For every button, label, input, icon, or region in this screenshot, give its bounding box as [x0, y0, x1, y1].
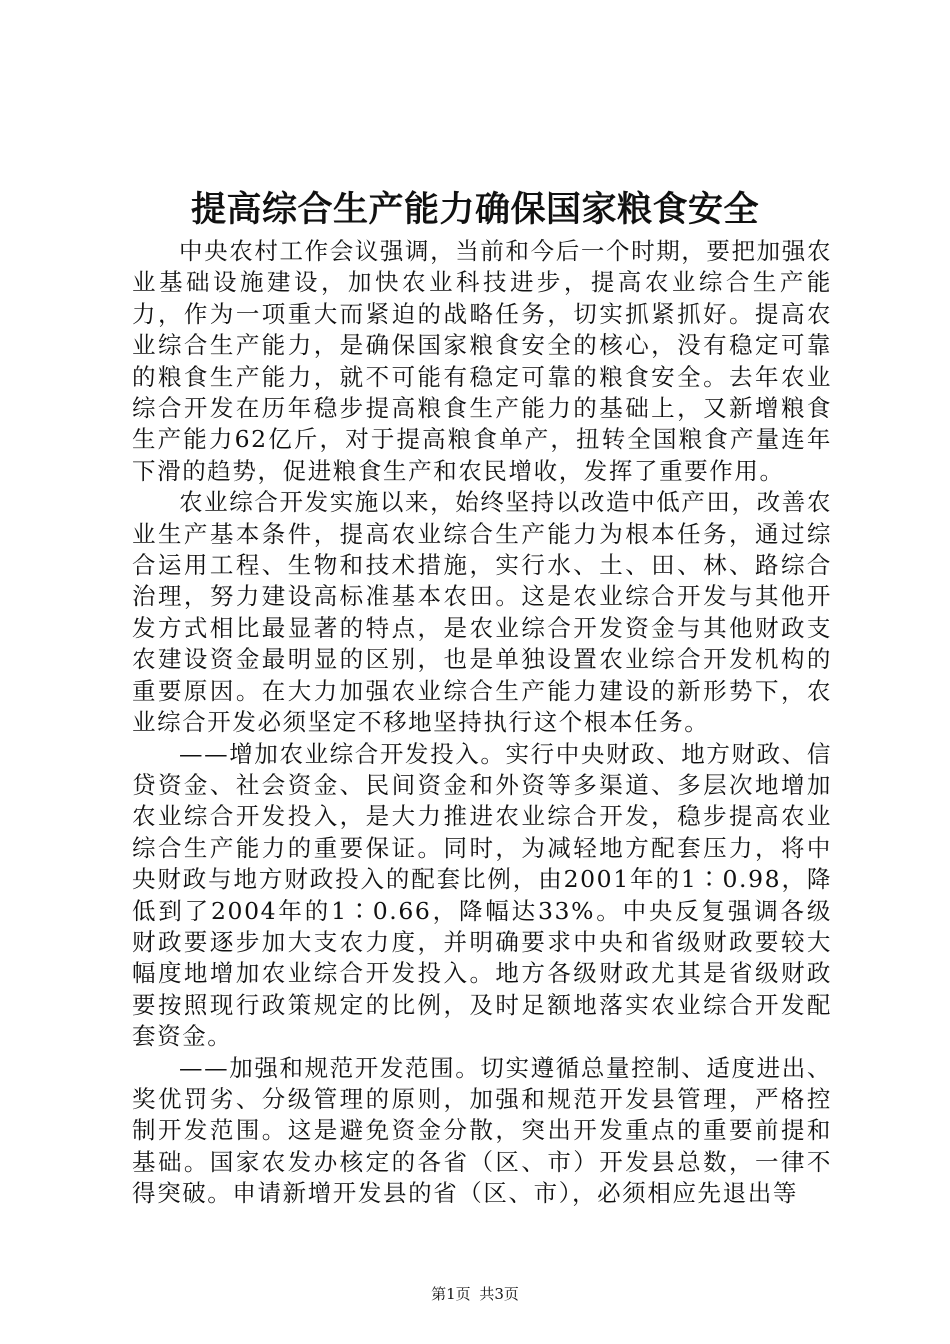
document-title: 提高综合生产能力确保国家粮食安全: [190, 189, 759, 230]
document-body: [132, 236, 832, 1210]
paragraph: 中央农村工作会议强调，当前和今后一个时期，要把加强农业基础设施建设，加快农业科技进步，提高农业综合生产能力，作为一项重大而紧迫的战略任务，切实抓紧抓好。提高农业综合生产能力，是确保国家粮食安全的核心，没有稳定可靠的粮食生产能力，就不可能有稳定可靠的粮食安全。去年农业综合开发在历年稳步提高粮食生产能力的基础上，又新增粮食生产能力62亿斤，对于提高粮食单产，扭转全国粮食产量连年下滑的趋势，促进粮食生产和农民增收，发挥了重要作用。: [132, 237, 832, 485]
page-number: 第1页: [431, 1285, 471, 1303]
page-total: 共3页: [479, 1285, 519, 1303]
paragraph: 农业综合开发实施以来，始终坚持以改造中低产田，改善农业生产基本条件，提高农业综合生产能力为根本任务，通过综合运用工程、生物和技术措施，实行水、土、田、林、路综合治理，努力建设高标准基本农田。这是农业综合开发与其他开发方式相比最显著的特点，是农业综合开发资金与其他财政支农建设资金最明显的区别，也是单独设置农业综合开发机构的重要原因。在大力加强农业综合生产能力建设的新形势下，农业综合开发必须坚定不移地坚持执行这个根本任务。: [132, 488, 832, 737]
paragraph: ——增加农业综合开发投入。实行中央财政、地方财政、信贷资金、社会资金、民间资金和外资等多渠道、多层次地增加农业综合开发投入，是大力推进农业综合开发，稳步提高农业综合生产能力的重要保证。同时，为减轻地方配套压力，将中央财政与地方财政投入的配套比例，由2001年的1∶0.98，降低到了2004年的1∶0.66，降幅达33%。中央反复强调各级财政要逐步加大支农力度，并明确要求中央和省级财政要较大幅度地增加农业综合开发投入。地方各级财政尤其是省级财政要按照现行政策规定的比例，及时足额地落实农业综合开发配套资金。: [132, 739, 832, 1051]
page-footer: [0, 1284, 950, 1304]
paragraph: ——加强和规范开发范围。切实遵循总量控制、适度进出、奖优罚劣、分级管理的原则，加强和规范开发县管理，严格控制开发范围。这是避免资金分散，突出开发重点的重要前提和基础。国家农发办核定的各省（区、市）开发县总数，一律不得突破。申请新增开发县的省（区、市），必须相应先退出等: [132, 1053, 832, 1208]
